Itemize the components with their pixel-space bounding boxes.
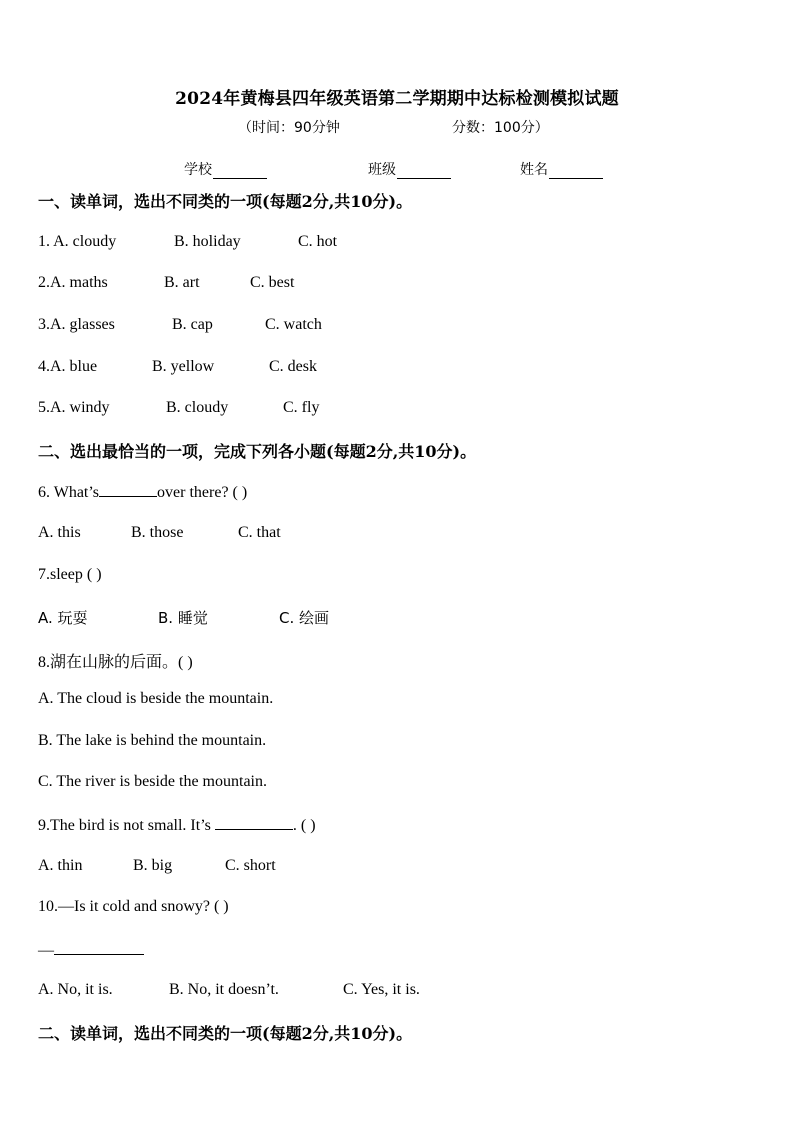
name-field[interactable] (520, 159, 603, 179)
school-field[interactable] (184, 159, 267, 179)
class-blank[interactable] (397, 164, 451, 179)
question-stem: 7.sleep ( ) (38, 566, 102, 583)
option-b: B. big (133, 857, 173, 874)
section-heading: 二、读单词，选出不同类的一项(每题2分,共10分)。 (38, 1024, 413, 1043)
school-label: 学校 (184, 162, 212, 178)
option-b: B. yellow (152, 358, 215, 375)
answer-blank[interactable] (99, 482, 157, 497)
answer-line (38, 940, 144, 960)
question-text: 6. What’s (38, 484, 100, 501)
class-label: 班级 (368, 162, 396, 178)
name-blank[interactable] (549, 164, 603, 179)
option-c: C. The river is beside the mountain. (38, 773, 267, 790)
option-a: A. 玩耍 (38, 609, 88, 627)
section-heading: 二、选出最恰当的一项，完成下列各小题(每题2分,共10分)。 (38, 442, 477, 461)
option-b: B. those (131, 524, 184, 541)
option-a: 2.A. maths (38, 274, 108, 291)
option-b: B. cap (172, 316, 213, 333)
option-a: A. No, it is. (38, 981, 113, 998)
answer-blank[interactable] (215, 815, 293, 830)
option-c: C. hot (298, 233, 338, 250)
option-c: C. fly (283, 399, 320, 416)
option-c: C. best (250, 274, 295, 291)
option-c: C. watch (265, 316, 322, 333)
option-b: B. The lake is behind the mountain. (38, 732, 267, 749)
score-info: 分数：100分） (452, 120, 549, 136)
option-c: C. Yes, it is. (343, 981, 420, 998)
dash: — (38, 942, 54, 959)
option-b: B. No, it doesn’t. (169, 981, 279, 998)
section-heading: 一、读单词，选出不同类的一项(每题2分,共10分)。 (38, 192, 413, 211)
question-text: 9.The bird is not small. It’s (38, 817, 211, 834)
option-a: A. this (38, 524, 81, 541)
option-c: C. desk (269, 358, 317, 375)
option-b: B. holiday (174, 233, 241, 250)
class-field[interactable] (368, 159, 451, 179)
question-text: over there? ( ) (157, 484, 248, 501)
option-c: C. 绘画 (279, 609, 330, 627)
option-c: C. short (225, 857, 276, 874)
question-text: . ( ) (292, 817, 316, 834)
option-a: A. The cloud is beside the mountain. (38, 690, 274, 707)
option-b: B. 睡觉 (158, 609, 208, 627)
question-stem (38, 815, 316, 835)
answer-blank[interactable] (54, 940, 144, 955)
option-b: B. cloudy (166, 399, 229, 416)
school-blank[interactable] (213, 164, 267, 179)
option-a: 1. A. cloudy (38, 233, 117, 250)
option-a: 3.A. glasses (38, 316, 115, 333)
time-info: （时间：90分钟 (238, 120, 340, 136)
option-a: 4.A. blue (38, 358, 98, 375)
option-c: C. that (238, 524, 281, 541)
question-stem: 8.湖在山脉的后面。( ) (38, 654, 193, 671)
option-b: B. art (164, 274, 200, 291)
question-stem (38, 482, 247, 502)
option-a: 5.A. windy (38, 399, 110, 416)
option-a: A. thin (38, 857, 83, 874)
name-label: 姓名 (520, 162, 548, 178)
question-stem: 10.—Is it cold and snowy? ( ) (38, 898, 229, 915)
page-title: 2024年黄梅县四年级英语第二学期期中达标检测模拟试题 (175, 89, 619, 109)
